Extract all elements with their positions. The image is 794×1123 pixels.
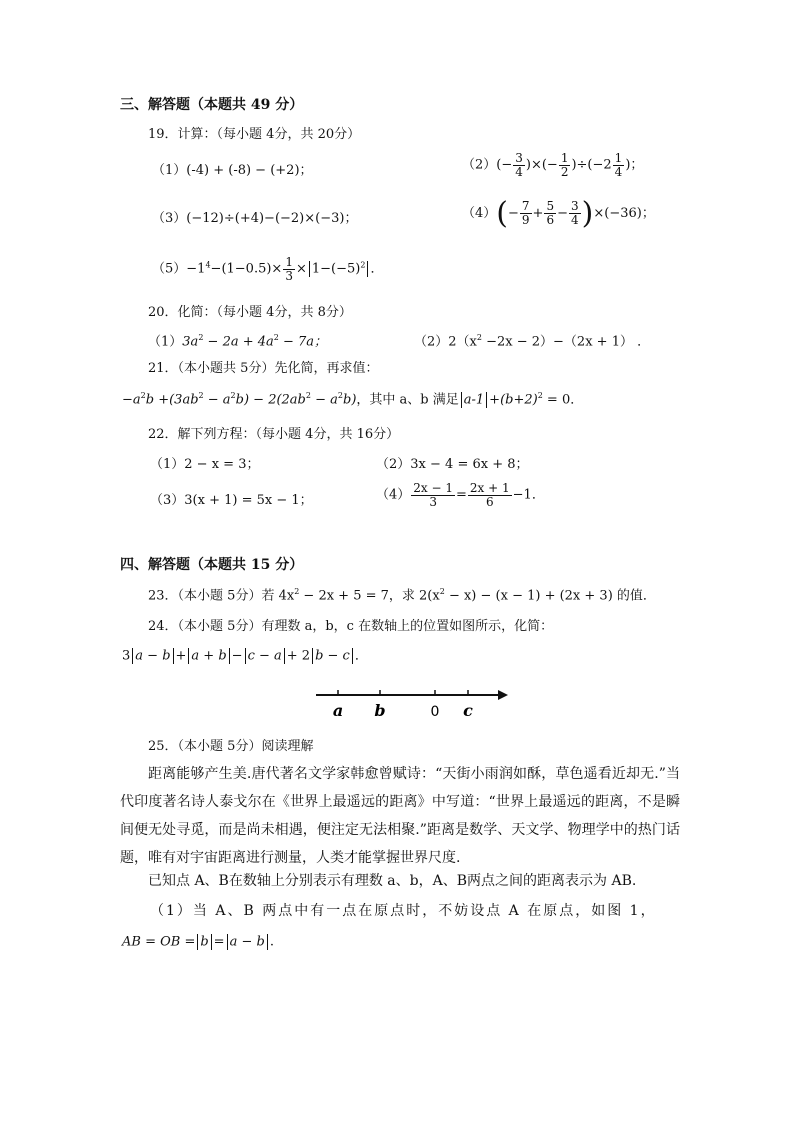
q19-p4-label: （4） [462,206,497,221]
q22-p1-label: （1） [150,457,185,472]
q22-p4-frac2-den: 6 [485,494,494,509]
q19-p5-d-sup: 2 [360,260,366,270]
q21-e1: −a [122,392,141,408]
q21-e6-sup: 2 [305,391,311,401]
q25-formula [122,934,274,950]
q25-f1: AB = OB = [122,934,196,950]
q19-p4-minus: − [508,206,519,221]
q23-text [148,588,656,602]
q21-e10: a-1 [463,392,485,408]
q25-paragraph-2: 已知点 A、B在数轴上分别表示有理数 a、b，A、B两点之间的距离表示为 AB. [148,873,637,889]
q24-e1: 3 [122,648,131,664]
q19-p4-frac1 [520,200,532,226]
q19-p4-minus2: − [557,206,568,221]
q25-paragraph-1: 距离能够产生美.唐代著名文学家韩愈曾赋诗：“天街小雨润如酥，草色遥看近却无.”当代印度著名诗人泰戈尔在《世界上最遥远的距离》中写道：“世界上最遥远的距离，不是瞬间便无处寻觅，而是尚未相遇，便注定无法相聚.”距离是数学、天文学、物理学中的热门话题，唯有对宇宙距离进行测量，人类才能掌握世界尺度. [120,766,680,866]
q24-e5: − [231,648,243,664]
abs-bar [188,648,189,664]
q22-part3 [150,494,313,507]
q21-e4-sup: 2 [230,391,236,401]
q19-p2-mid2: )÷(−2 [571,157,612,173]
number-line-figure [310,684,510,720]
abs-bar-left [309,261,310,277]
q22-part1 [150,458,259,471]
q22-heading: 22．解下列方程：（每小题 4分，共 16分） [148,427,400,442]
q22-p4-frac1-den: 3 [429,494,437,509]
q22-p4-frac2-num: 2x + 1 [469,481,510,495]
q23-c: − x) − (x − 1) + (2x + 3) 的值． [444,588,656,604]
abs-bar [197,934,198,950]
q21-e6: (2ab [276,392,306,408]
q22-p3-label: （3） [150,493,185,508]
q19-p1-label: （1） [152,163,187,178]
q25-paragraph-3: （1）当 A、B 两点中有一点在原点时，不妨设点 A 在原点，如图 1， [150,903,657,919]
q19-p5-d: 1−(−5) [311,261,361,277]
q21-e1-sup: 2 [140,391,146,401]
q21-e4: − a [203,392,231,408]
q19-p5-a-sup: 4 [205,260,211,270]
q19-p5-b: −(1−0.5)× [210,261,283,277]
q21-e3-sup: 2 [198,391,204,401]
q19-p5-frac [283,256,295,282]
q22-part4 [376,482,545,508]
q21-e8: b) [343,392,357,408]
q19-p2-frac2 [559,152,571,178]
q21-expression [122,392,583,408]
q19-part4 [462,196,655,231]
label-b: b [374,701,386,720]
q24-e6: c − a [247,648,282,664]
q24-heading: 24．（本小题 5分）有理数 a，b，c 在数轴上的位置如图所示，化简： [148,619,554,634]
q19-part5 [152,256,383,282]
number-line-arrow-icon [498,690,508,700]
q19-p2-frac1 [513,152,525,178]
q19-p2-frac3 [613,152,625,178]
q21-e9: ，其中 a、b 满足 [356,392,459,408]
q22-p4-frac2 [468,482,512,508]
q19-p2-mid1: )×(− [525,157,558,173]
q23-a: 23．（本小题 5分）若 4x [148,588,295,604]
q22-p2-label: （2） [376,457,411,472]
q20-p1-sup1: 2 [198,333,204,342]
q21-e3: (3ab [169,392,199,408]
q19-p4-frac3 [569,200,581,226]
q21-e11-sup: 2 [537,391,543,401]
q24-e7: + 2 [286,648,311,664]
q23-b: − 2x + 5 = 7，求 2(x [299,588,440,604]
abs-bar-right [486,392,487,408]
q19-part1 [152,164,313,177]
q22-p4-frac1-num: 2x − 1 [413,481,454,495]
q19-p4-frac1-num: 7 [521,199,530,214]
q22-p4-frac1 [411,482,455,508]
abs-bar [267,934,268,950]
q21-e7: − a [310,392,338,408]
q19-p4-frac3-num: 3 [571,199,579,214]
q21-heading: 21．（本小题共 5分）先化简，再求值： [148,361,379,376]
q20-p1-a: 3a [182,334,199,350]
abs-bar [132,648,133,664]
section-3-title: 三、解答题（本题共 49 分） [120,97,304,113]
q22-part2 [376,458,529,471]
q24-e8: b − c [315,648,350,664]
q22-p3-expr: 3(x + 1) = 5x − 1； [184,493,313,508]
q23-b-sup: 2 [439,587,445,596]
q21-e5: b) − 2 [235,392,277,408]
q19-p3-expr: (−12)÷(+4)−(−2)×(−3)； [186,211,358,226]
section-4-title: 四、解答题（本题共 15 分） [120,557,304,573]
label-c: c [463,701,473,720]
q19-p2-frac1-den: 4 [515,164,523,179]
q20-p2-b: −2x − 2）−（2x + 1） ． [481,334,651,350]
abs-bar-left [461,392,462,408]
q19-p2-frac2-num: 1 [560,151,569,165]
q24-expression [122,648,368,664]
q19-p4-frac1-den: 9 [521,213,530,227]
q21-e12: = 0． [542,392,584,408]
q20-p2-label: （2） [414,334,449,350]
q19-p2-frac3-den: 4 [614,164,623,179]
q19-p5-end: ． [370,261,384,277]
q25-f4: a − b [229,934,265,950]
q20-part2 [414,334,650,348]
q25-heading: 25．（本小题 5分）阅读理解 [148,739,314,754]
abs-bar [284,648,285,664]
abs-bar [211,934,212,950]
q19-p5-c: × [295,261,307,277]
q20-part1 [148,334,327,348]
q20-p1-c: − 7a； [278,334,328,350]
q24-e9: ． [354,648,368,664]
q19-p2-frac1-num: 3 [515,151,523,165]
q19-p5-label: （5） [152,261,187,277]
q25-f2: b [200,934,209,950]
q22-p4-label: （4） [376,487,411,503]
q19-p4-tail: ×(−36)； [593,206,655,221]
q21-e7-sup: 2 [337,391,343,401]
q19-p4-plus: + [532,206,544,221]
q21-e2: b + [145,392,170,408]
q19-p2-end: )； [625,157,644,173]
q23-a-sup: 2 [294,587,300,596]
q19-heading: 19．计算：（每小题 4分，共 20分） [148,127,361,142]
q19-p4-frac3-den: 4 [571,213,579,227]
q20-p1-b: − 2a + 4a [203,334,274,350]
q19-p5-frac-den: 3 [285,268,293,283]
q25-f3: = [213,934,225,950]
q21-e11: +(b+2) [489,392,538,408]
q19-p2-frac2-den: 2 [560,164,569,179]
q19-p5-frac-num: 1 [285,255,293,269]
abs-bar [352,648,353,664]
q19-p4-frac2 [544,200,556,226]
q19-p4-close-paren: ) [581,196,594,231]
q19-p4-frac2-den: 6 [546,213,555,227]
q20-p2-a: 2（x [448,334,477,350]
abs-bar [227,934,228,950]
q19-p2-label: （2） [462,157,497,173]
abs-bar [312,648,313,664]
q20-heading: 20．化简：（每小题 4分，共 8分） [148,305,352,320]
abs-bar-right [367,261,368,277]
q19-p2-frac3-num: 1 [614,151,623,165]
q22-p2-expr: 3x − 4 = 6x + 8； [410,457,529,472]
q22-p4-end: −1． [512,487,545,503]
q20-p1-label: （1） [148,334,183,350]
q19-part3 [152,212,357,225]
q20-p1-sup2: 2 [273,333,279,342]
q19-p3-label: （3） [152,211,187,226]
abs-bar [229,648,230,664]
abs-bar [245,648,246,664]
q24-e3: + [175,648,187,664]
q24-e2: a − b [135,648,171,664]
q19-p2-open: (− [496,157,513,173]
q24-e4: a + b [191,648,227,664]
abs-bar [173,648,174,664]
label-a: a [332,701,344,720]
q22-p1-expr: 2 − x = 3； [184,457,260,472]
q19-part2 [462,152,643,178]
q19-p5-a: −1 [186,261,206,277]
q22-p4-eq: = [456,487,467,503]
q19-p4-frac2-num: 5 [546,199,555,214]
q19-p4-open-paren: ( [496,196,508,231]
label-zero: 0 [430,704,440,720]
q25-f5: . [269,934,274,950]
q19-p1-expr: (-4) + (-8) − (+2)； [186,163,313,178]
q20-p2-sup: 2 [476,333,482,342]
